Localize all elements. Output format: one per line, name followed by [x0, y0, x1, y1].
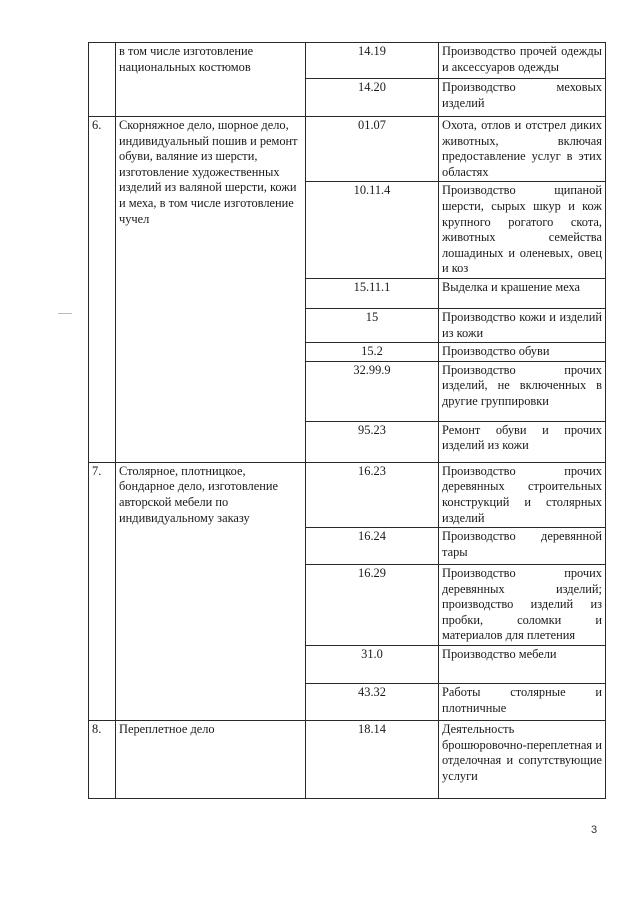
- activity-table: [88, 42, 606, 799]
- row-number: 7.: [89, 462, 116, 720]
- okved-description: Производство прочих деревянных строительных конструкций и столярных изделий: [439, 462, 606, 527]
- okved-description: Производство меховых изделий: [439, 79, 606, 117]
- okved-description: Производство деревянной тары: [439, 528, 606, 565]
- okved-code: 95.23: [306, 421, 439, 462]
- scan-mark: [58, 313, 72, 314]
- okved-code: 14.19: [306, 43, 439, 79]
- okved-description: Работы столярные и плотничные: [439, 684, 606, 721]
- row-number: 8.: [89, 721, 116, 799]
- table-row: [89, 43, 606, 79]
- activity-name: Столярное, плотницкое, бондарное дело, изготовление авторской мебели по индивидуальному заказу: [116, 462, 306, 720]
- okved-description: Производство кожи и изделий из кожи: [439, 308, 606, 342]
- okved-code: 14.20: [306, 79, 439, 117]
- table-row: [89, 721, 606, 799]
- okved-code: 16.24: [306, 528, 439, 565]
- okved-code: 16.29: [306, 565, 439, 646]
- okved-description: Производство щипаной шерсти, сырых шкур и кож крупного рогатого скота, животных семейства лошадиных и оленевых, овец и коз: [439, 182, 606, 279]
- okved-code: 15.11.1: [306, 278, 439, 308]
- okved-description: Ремонт обуви и прочих изделий из кожи: [439, 421, 606, 462]
- okved-code: 10.11.4: [306, 182, 439, 279]
- page-number: 3: [591, 824, 598, 836]
- okved-description: Производство мебели: [439, 646, 606, 684]
- okved-code: 16.23: [306, 462, 439, 527]
- table-row: [89, 462, 606, 527]
- activity-name: Переплетное дело: [116, 721, 306, 799]
- okved-code: 31.0: [306, 646, 439, 684]
- row-number: [89, 43, 116, 117]
- okved-code: 01.07: [306, 117, 439, 182]
- okved-code: 43.32: [306, 684, 439, 721]
- okved-description: Производство прочей одежды и аксессуаров одежды: [439, 43, 606, 79]
- okved-description: Производство прочих изделий, не включенных в другие группировки: [439, 361, 606, 421]
- okved-description: Деятельность брошюровочно-переплетная и отделочная и сопутствующие услуги: [439, 721, 606, 799]
- activity-name: Скорняжное дело, шорное дело, индивидуальный пошив и ремонт обуви, валяние из шерсти, изготовление художественных изделий из валяной шерсти, кожи и меха, в том числе изготовление чучел: [116, 117, 306, 463]
- table-row: [89, 117, 606, 182]
- okved-description: Производство прочих деревянных изделий; производство изделий из пробки, соломки и материалов для плетения: [439, 565, 606, 646]
- row-number: 6.: [89, 117, 116, 463]
- okved-code: 15.2: [306, 343, 439, 362]
- okved-code: 15: [306, 308, 439, 342]
- okved-description: Производство обуви: [439, 343, 606, 362]
- okved-code: 18.14: [306, 721, 439, 799]
- okved-description: Выделка и крашение меха: [439, 278, 606, 308]
- okved-code: 32.99.9: [306, 361, 439, 421]
- activity-name: в том числе изготовление национальных костюмов: [116, 43, 306, 117]
- okved-description: Охота, отлов и отстрел диких животных, включая предоставление услуг в этих областях: [439, 117, 606, 182]
